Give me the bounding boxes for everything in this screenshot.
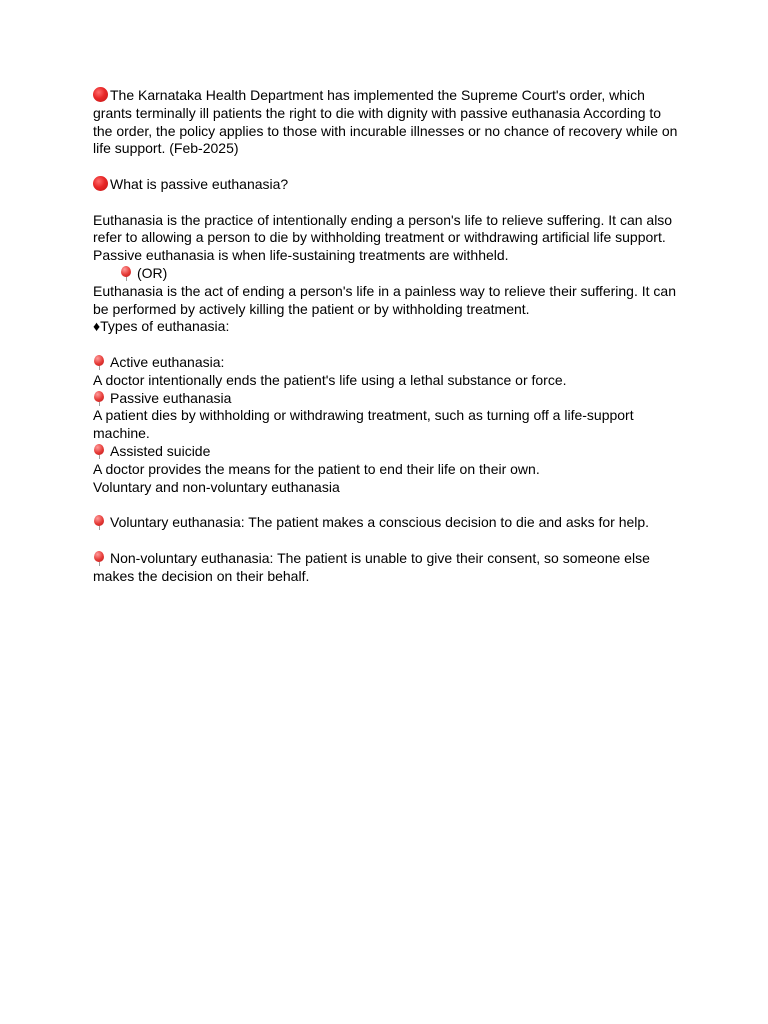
balloon-icon [93, 391, 106, 406]
voluntary-line [93, 514, 683, 532]
passive-title-line [93, 390, 683, 408]
definition-paragraph-1: Euthanasia is the practice of intentionally ending a person's life to relieve suffering. It can also refer to allowing a person to die by withholding treatment or withdrawing artificial life support. Passive euthanasia is when life-sustaining treatments are withheld. [93, 211, 673, 264]
spacer [93, 336, 683, 354]
balloon-icon [93, 551, 106, 566]
balloon-icon [93, 444, 106, 459]
spacer [93, 532, 683, 550]
types-heading: ♦Types of euthanasia: [93, 318, 230, 335]
active-title-line [93, 354, 683, 372]
red-circle-icon [93, 176, 108, 191]
balloon-icon [93, 515, 106, 530]
assisted-title-line [93, 443, 683, 461]
voluntary-text: Voluntary euthanasia: The patient makes a conscious decision to die and asks for help. [110, 514, 650, 531]
active-title: Active euthanasia: [110, 353, 225, 370]
passive-description: A patient dies by withholding or withdrawing treatment, such as turning off a life-support machine. [93, 407, 634, 442]
question-heading [93, 176, 683, 194]
non-voluntary-text: Non-voluntary euthanasia: The patient is unable to give their consent, so someone else makes the decision on their behalf. [93, 549, 650, 584]
spacer [93, 496, 683, 514]
voluntary-heading: Voluntary and non-voluntary euthanasia [93, 478, 340, 495]
balloon-icon [120, 266, 133, 281]
spacer [93, 194, 683, 212]
assisted-title: Assisted suicide [110, 442, 211, 459]
passive-title: Passive euthanasia [110, 389, 232, 406]
document-page [93, 87, 683, 585]
non-voluntary-line [93, 550, 683, 586]
spacer [93, 158, 683, 176]
balloon-icon [93, 355, 106, 370]
intro-text: The Karnataka Health Department has implemented the Supreme Court's order, which grants terminally ill patients the right to die with dignity with passive euthanasia According to the order, the policy applies to those with incurable illnesses or no chance of recovery while on life support. (Feb-2025) [93, 87, 678, 157]
question-text: What is passive euthanasia? [110, 175, 289, 192]
intro-paragraph [93, 87, 683, 158]
active-description: A doctor intentionally ends the patient's life using a lethal substance or force. [93, 371, 567, 388]
or-label: (OR) [137, 264, 168, 281]
red-circle-icon [93, 87, 108, 102]
or-line [93, 265, 683, 283]
assisted-description: A doctor provides the means for the patient to end their life on their own. [93, 460, 540, 477]
definition-paragraph-2: Euthanasia is the act of ending a person's life in a painless way to relieve their suffering. It can be performed by actively killing the patient or by withholding treatment. [93, 282, 676, 317]
